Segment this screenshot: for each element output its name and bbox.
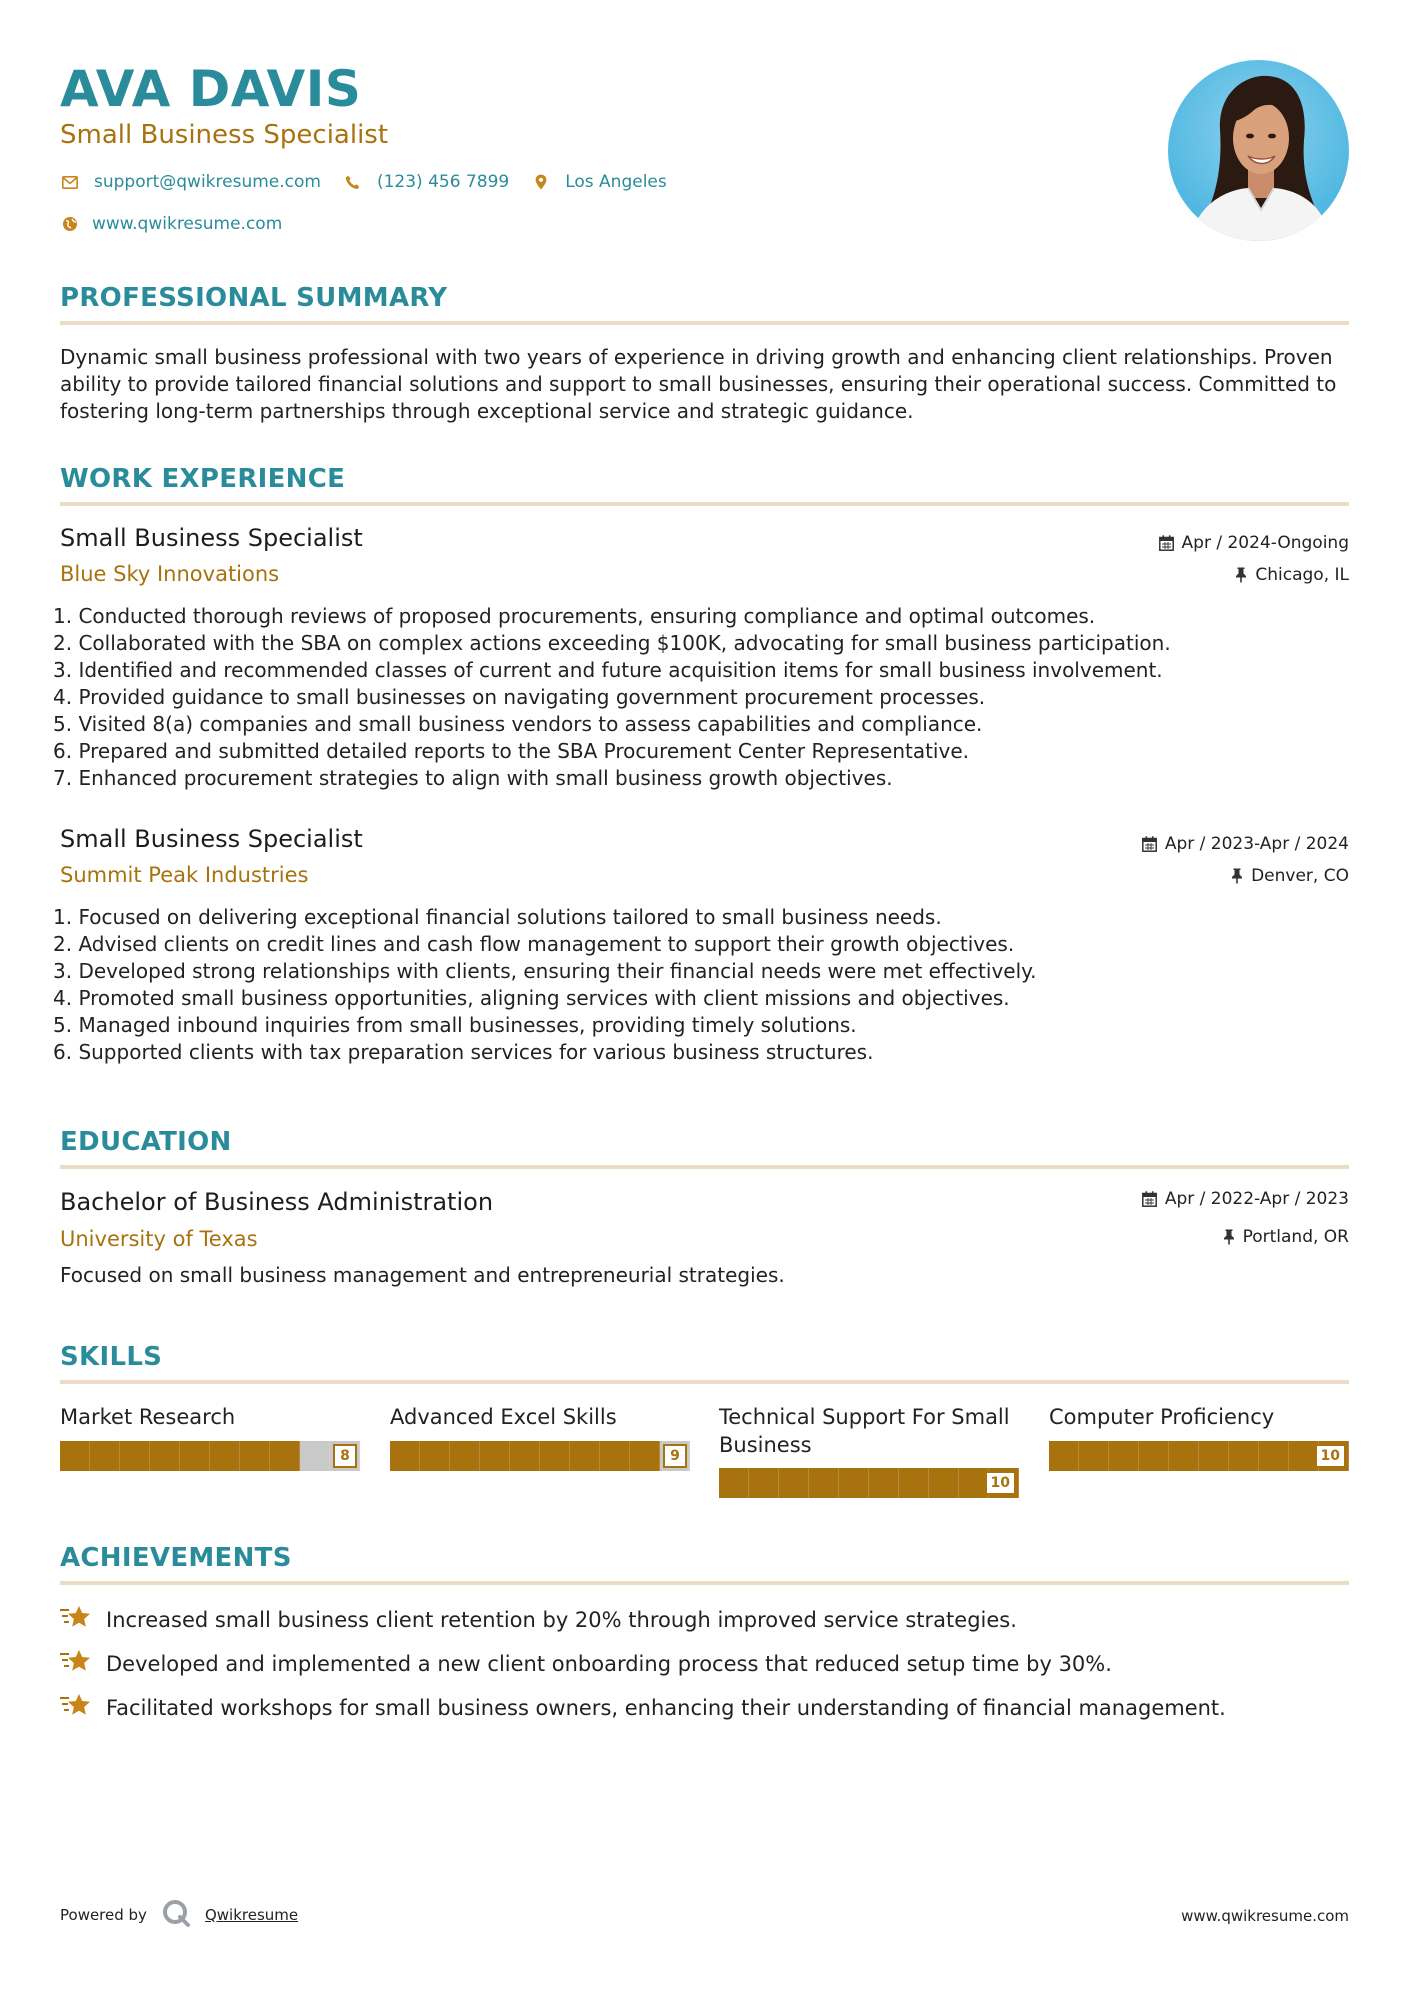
list-item: 6. Supported clients with tax preparation services for various business structures. bbox=[53, 1040, 874, 1064]
skill-bar-segment bbox=[899, 1468, 929, 1498]
education-description: Focused on small business management and entrepreneurial strategies. bbox=[60, 1263, 785, 1287]
qwikresume-logo-icon bbox=[161, 1898, 191, 1932]
website-text: www.qwikresume.com bbox=[92, 214, 283, 234]
powered-by-label: Powered by bbox=[60, 1906, 147, 1924]
skill-bar-segment bbox=[869, 1468, 899, 1498]
section-divider bbox=[60, 1165, 1349, 1169]
skill-bar-segment bbox=[450, 1441, 480, 1471]
skill-bar-segment bbox=[779, 1468, 809, 1498]
achievement-item: Increased small business client retention by 20% through improved service strategies. bbox=[60, 1604, 1017, 1635]
section-heading-summary: PROFESSIONAL SUMMARY bbox=[60, 283, 448, 313]
skill-name: Computer Proficiency bbox=[1049, 1405, 1275, 1429]
list-item: 2. Collaborated with the SBA on complex actions exceeding $100K, advocating for small business participation. bbox=[53, 631, 1171, 655]
skill-level-bar bbox=[390, 1441, 690, 1471]
job-title: Small Business Specialist bbox=[60, 825, 363, 853]
education-location: Portland, OR bbox=[1223, 1227, 1349, 1247]
list-item: 4. Promoted small business opportunities, aligning services with client missions and objectives. bbox=[53, 986, 1010, 1010]
school-name: University of Texas bbox=[60, 1227, 258, 1251]
skill-bar-segment bbox=[480, 1441, 510, 1471]
degree-title: Bachelor of Business Administration bbox=[60, 1188, 494, 1216]
section-divider bbox=[60, 502, 1349, 506]
list-item: 4. Provided guidance to small businesses on navigating government procurement processes. bbox=[53, 685, 986, 709]
skill-bar-segment bbox=[719, 1468, 749, 1498]
achievement-item: Developed and implemented a new client onboarding process that reduced setup time by 30%. bbox=[60, 1648, 1112, 1679]
skill-bar-segment bbox=[1169, 1441, 1199, 1471]
skill-level-badge: 10 bbox=[985, 1471, 1016, 1495]
skill-name: Technical Support For Small Business bbox=[719, 1405, 1010, 1457]
candidate-title: Small Business Specialist bbox=[60, 120, 389, 150]
candidate-name: AVA DAVIS bbox=[60, 60, 362, 118]
skill-level-bar bbox=[60, 1441, 360, 1471]
skill-bar-segment bbox=[630, 1441, 660, 1471]
skill-item bbox=[390, 1403, 690, 1464]
globe-icon bbox=[60, 214, 80, 234]
skill-level-badge: 9 bbox=[663, 1444, 687, 1468]
job-duties-list bbox=[53, 904, 1343, 1066]
phone-text: (123) 456 7899 bbox=[376, 172, 510, 192]
calendar-icon bbox=[1159, 535, 1174, 551]
skill-name: Advanced Excel Skills bbox=[390, 1405, 617, 1429]
section-heading-experience: WORK EXPERIENCE bbox=[60, 464, 346, 494]
email-text: support@qwikresume.com bbox=[94, 172, 321, 192]
skill-level-badge: 8 bbox=[333, 1444, 357, 1468]
list-item: 6. Prepared and submitted detailed reports to the SBA Procurement Center Representative. bbox=[53, 739, 969, 763]
skill-bar-segment bbox=[210, 1441, 240, 1471]
contact-email[interactable] bbox=[60, 172, 321, 192]
list-item: 7. Enhanced procurement strategies to align with small business growth objectives. bbox=[53, 766, 893, 790]
job-location: Chicago, IL bbox=[1235, 565, 1349, 585]
section-heading-skills: SKILLS bbox=[60, 1342, 163, 1372]
job-title: Small Business Specialist bbox=[60, 524, 363, 552]
calendar-icon bbox=[1142, 836, 1157, 852]
skill-bar-segment bbox=[150, 1441, 180, 1471]
skill-item bbox=[1049, 1403, 1349, 1464]
skill-bar-segment bbox=[390, 1441, 420, 1471]
star-icon bbox=[60, 1604, 92, 1635]
pushpin-icon bbox=[1231, 868, 1243, 884]
list-item: 5. Visited 8(a) companies and small business vendors to assess capabilities and compliance. bbox=[53, 712, 983, 736]
skill-bar-segment bbox=[1139, 1441, 1169, 1471]
job-company: Blue Sky Innovations bbox=[60, 562, 280, 586]
list-item: 3. Identified and recommended classes of current and future acquisition items for small business involvement. bbox=[53, 658, 1163, 682]
envelope-icon bbox=[60, 172, 80, 192]
phone-icon bbox=[343, 172, 363, 192]
skill-bar-segment bbox=[90, 1441, 120, 1471]
skill-bar-segment bbox=[1049, 1441, 1079, 1471]
skill-bar-segment bbox=[1079, 1441, 1109, 1471]
education-dates: Apr / 2022-Apr / 2023 bbox=[1142, 1189, 1349, 1209]
job-dates: Apr / 2023-Apr / 2024 bbox=[1142, 834, 1349, 854]
footer-powered-by bbox=[60, 1898, 298, 1932]
skill-bar-segment bbox=[120, 1441, 150, 1471]
list-item: 1. Focused on delivering exceptional financial solutions tailored to small business needs. bbox=[53, 905, 942, 929]
skill-bar-segment bbox=[600, 1441, 630, 1471]
pushpin-icon bbox=[1223, 1229, 1235, 1245]
skill-bar-segment bbox=[839, 1468, 869, 1498]
achievement-item: Facilitated workshops for small business owners, enhancing their understanding of financial management. bbox=[60, 1692, 1226, 1723]
section-heading-achievements: ACHIEVEMENTS bbox=[60, 1543, 292, 1573]
star-icon bbox=[60, 1692, 92, 1723]
summary-text: Dynamic small business professional with two years of experience in driving growth and enhancing client relationships. Proven ability to provide tailored financial solutions and support to small businesses, ensuring their operational success. Committed to fostering long-term partnerships through exceptional service and strategic guidance. bbox=[60, 345, 1337, 423]
map-pin-icon bbox=[531, 172, 551, 192]
skill-bar-segment bbox=[300, 1441, 330, 1471]
location-text: Los Angeles bbox=[565, 172, 667, 192]
list-item: 1. Conducted thorough reviews of proposed procurements, ensuring compliance and optimal outcomes. bbox=[53, 604, 1096, 628]
star-icon bbox=[60, 1648, 92, 1679]
job-duties-list bbox=[53, 603, 1343, 792]
contact-row bbox=[60, 172, 673, 192]
qwikresume-link[interactable]: Qwikresume bbox=[204, 1906, 299, 1924]
pushpin-icon bbox=[1235, 567, 1247, 583]
list-item: 2. Advised clients on credit lines and cash flow management to support their growth objectives. bbox=[53, 932, 1015, 956]
skill-bar-segment bbox=[929, 1468, 959, 1498]
skill-bar-segment bbox=[60, 1441, 90, 1471]
calendar-icon bbox=[1142, 1191, 1157, 1207]
skill-bar-segment bbox=[1259, 1441, 1289, 1471]
job-dates: Apr / 2024-Ongoing bbox=[1159, 533, 1349, 553]
skill-bar-segment bbox=[1109, 1441, 1139, 1471]
skill-item bbox=[719, 1403, 1019, 1491]
skill-bar-segment bbox=[270, 1441, 300, 1471]
skill-name: Market Research bbox=[60, 1405, 236, 1429]
skill-level-bar bbox=[719, 1468, 1019, 1498]
skill-bar-segment bbox=[180, 1441, 210, 1471]
skill-bar-segment bbox=[540, 1441, 570, 1471]
section-divider bbox=[60, 321, 1349, 325]
profile-photo bbox=[1168, 60, 1349, 241]
skill-item bbox=[60, 1403, 360, 1464]
skill-bar-segment bbox=[240, 1441, 270, 1471]
skill-bar-segment bbox=[1229, 1441, 1259, 1471]
contact-phone[interactable] bbox=[343, 172, 509, 192]
section-divider bbox=[60, 1581, 1349, 1585]
section-heading-education: EDUCATION bbox=[60, 1127, 232, 1157]
skill-bar-segment bbox=[809, 1468, 839, 1498]
skill-bar-segment bbox=[420, 1441, 450, 1471]
skill-level-badge: 10 bbox=[1315, 1444, 1346, 1468]
skill-bar-segment bbox=[1199, 1441, 1229, 1471]
contact-location bbox=[531, 172, 667, 192]
skill-level-bar bbox=[1049, 1441, 1349, 1471]
job-location: Denver, CO bbox=[1231, 866, 1349, 886]
list-item: 5. Managed inbound inquiries from small businesses, providing timely solutions. bbox=[53, 1013, 857, 1037]
skill-bar-segment bbox=[749, 1468, 779, 1498]
list-item: 3. Developed strong relationships with clients, ensuring their financial needs were met effectively. bbox=[53, 959, 1037, 983]
job-company: Summit Peak Industries bbox=[60, 863, 309, 887]
skill-bar-segment bbox=[570, 1441, 600, 1471]
section-divider bbox=[60, 1380, 1349, 1384]
contact-website[interactable] bbox=[60, 214, 282, 234]
footer-website[interactable]: www.qwikresume.com bbox=[1181, 1907, 1349, 1925]
skill-bar-segment bbox=[510, 1441, 540, 1471]
